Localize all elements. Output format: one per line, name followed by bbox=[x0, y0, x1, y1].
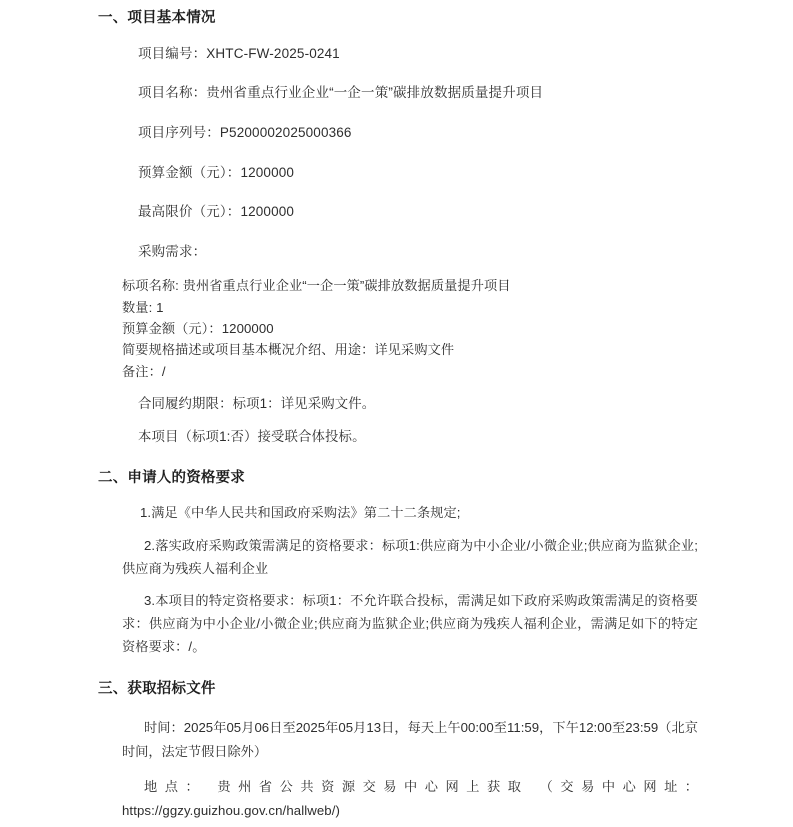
section-applicant-qualifications bbox=[100, 468, 698, 659]
requirement-lot-name: 标项名称: 贵州省重点行业企业“一企一策”碳排放数据质量提升项目 bbox=[122, 278, 511, 294]
qualification-item-3: 3.本项目的特定资格要求：标项1：不允许联合投标，需满足如下政府采购政策需满足的资格要求：供应商为中小企业/小微企业;供应商为监狱企业;供应商为残疾人福利企业，需满足如下的特定资格要求：/。 bbox=[122, 593, 698, 654]
field-project-name-label: 项目名称： bbox=[138, 85, 207, 101]
section-obtain-bid-documents bbox=[100, 679, 698, 823]
section-heading-1: 一、项目基本情况 bbox=[98, 10, 216, 26]
field-procurement-demand-label: 采购需求： bbox=[138, 243, 207, 259]
field-max-price bbox=[138, 192, 698, 232]
field-max-price-value: 1200000 bbox=[240, 204, 295, 220]
qualification-item-1: 1.满足《中华人民共和国政府采购法》第二十二条规定; bbox=[140, 505, 461, 521]
field-budget-amount bbox=[138, 153, 698, 193]
field-procurement-demand bbox=[138, 232, 698, 272]
consortium-text: 本项目（标项1:否）接受联合体投标。 bbox=[138, 428, 366, 444]
bid-document-url: https://ggzy.guizhou.gov.cn/hallweb/) bbox=[122, 802, 340, 818]
field-project-number bbox=[138, 34, 698, 74]
bid-document-time-text: 时间：2025年05月06日至2025年05月13日，每天上午00:00至11:59，下午12:00至23:59（北京时间，法定节假日除外） bbox=[122, 720, 698, 759]
section-project-overview bbox=[100, 8, 698, 448]
bid-document-place bbox=[122, 763, 698, 822]
qualification-item-2: 2.落实政府采购政策需满足的资格要求：标项1:供应商为中小企业/小微企业;供应商为监狱企业;供应商为残疾人福利企业 bbox=[122, 538, 698, 576]
field-project-serial-label: 项目序列号： bbox=[138, 124, 220, 140]
field-project-number-label: 项目编号： bbox=[138, 45, 207, 61]
field-project-serial bbox=[138, 113, 698, 153]
field-project-name bbox=[138, 73, 698, 113]
procurement-requirement-block bbox=[122, 275, 698, 382]
bid-document-place-text: 地点： 贵州省公共资源交易中心网上获取 （交易中心网址： bbox=[144, 779, 698, 795]
field-project-name-value: 贵州省重点行业企业“一企一策”碳排放数据质量提升项目 bbox=[206, 85, 544, 101]
contract-term-text: 合同履约期限：标项1：详见采购文件。 bbox=[138, 396, 376, 412]
field-project-serial-value: P5200002025000366 bbox=[219, 124, 352, 140]
requirement-budget: 预算金额（元）：1200000 bbox=[122, 321, 274, 337]
requirement-quantity: 数量: 1 bbox=[122, 299, 164, 315]
requirement-remark: 备注：/ bbox=[122, 363, 166, 379]
section-heading-3: 三、获取招标文件 bbox=[98, 680, 216, 697]
requirement-specification: 简要规格描述或项目基本概况介绍、用途：详见采购文件 bbox=[122, 342, 455, 358]
field-budget-amount-label: 预算金额（元）： bbox=[138, 164, 241, 180]
field-max-price-label: 最高限价（元）： bbox=[138, 204, 241, 220]
field-project-number-value: XHTC-FW-2025-0241 bbox=[206, 45, 340, 61]
section-heading-2: 二、申请人的资格要求 bbox=[98, 469, 245, 486]
field-budget-amount-value: 1200000 bbox=[240, 164, 295, 180]
